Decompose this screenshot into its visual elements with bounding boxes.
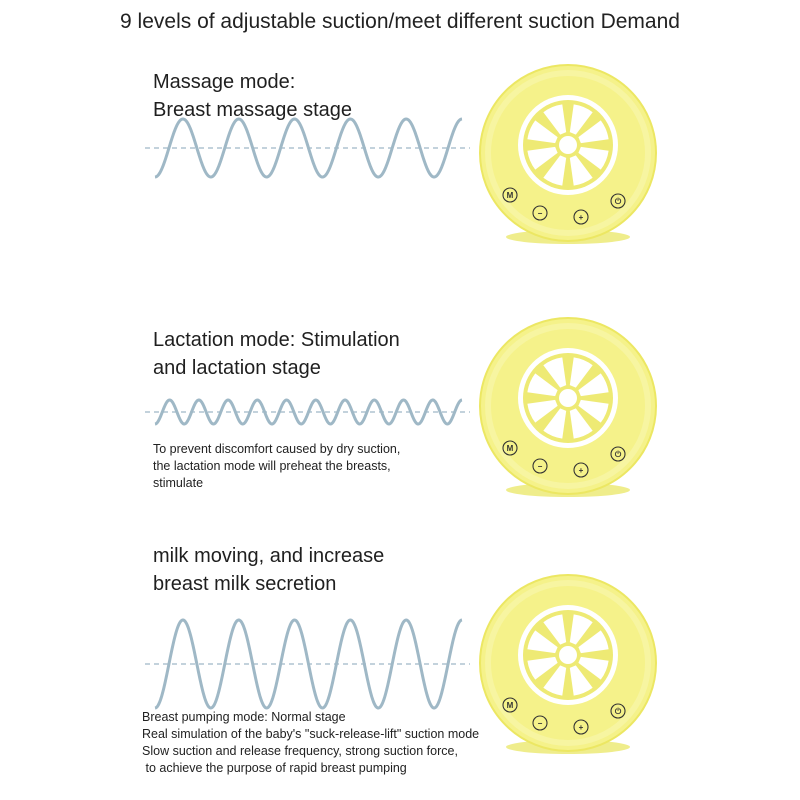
pumping-note-line-4: to achieve the purpose of rapid breast pumping xyxy=(142,761,407,775)
pumping-note-line-2: Real simulation of the baby's "suck-release-lift" suction mode xyxy=(142,727,480,741)
massage-heading-line-1: Massage mode: xyxy=(153,71,296,93)
pumping-note-line-3: Slow suction and release frequency, strong suction force, xyxy=(142,744,458,758)
plus-button-label: + xyxy=(578,213,584,222)
breast-pump-device-pumping xyxy=(478,575,658,755)
lactation-note-line-2: the lactation mode will preheat the breasts, xyxy=(153,459,391,473)
lactation-heading-line-2: and lactation stage xyxy=(153,357,321,379)
massage-heading xyxy=(153,68,352,124)
breast-pump-device-massage xyxy=(478,65,658,245)
pumping-heading-line-1: milk moving, and increase xyxy=(153,545,385,567)
power-button-label: ⏻ xyxy=(614,450,622,459)
lactation-note xyxy=(153,441,400,492)
mode-button-label: M xyxy=(506,701,514,710)
lemon-center xyxy=(559,136,577,154)
lactation-note-line-1: To prevent discomfort caused by dry suction, xyxy=(153,442,401,456)
lactation-wave xyxy=(145,390,470,430)
page-title: 9 levels of adjustable suction/meet different suction Demand xyxy=(120,10,680,33)
pumping-heading-line-2: breast milk secretion xyxy=(153,573,337,595)
massage-wave xyxy=(145,118,470,188)
minus-button-label: − xyxy=(537,462,543,471)
lactation-heading xyxy=(153,326,400,382)
pumping-heading xyxy=(153,542,384,598)
lemon-center xyxy=(559,646,577,664)
pumping-note xyxy=(142,709,479,777)
plus-button-label: + xyxy=(578,723,584,732)
lemon-center xyxy=(559,389,577,407)
power-button-label: ⏻ xyxy=(614,197,622,206)
lactation-heading-line-1: Lactation mode: Stimulation xyxy=(153,329,400,351)
pumping-wave xyxy=(145,612,470,712)
minus-button-label: − xyxy=(537,719,543,728)
lactation-note-line-3: stimulate xyxy=(153,476,204,490)
mode-button-label: M xyxy=(506,191,514,200)
breast-pump-device-lactation xyxy=(478,318,658,498)
power-button-label: ⏻ xyxy=(614,707,622,716)
minus-button-label: − xyxy=(537,209,543,218)
mode-button-label: M xyxy=(506,444,514,453)
massage-heading-line-2: Breast massage stage xyxy=(153,99,352,121)
pumping-note-line-1: Breast pumping mode: Normal stage xyxy=(142,710,346,724)
plus-button-label: + xyxy=(578,466,584,475)
